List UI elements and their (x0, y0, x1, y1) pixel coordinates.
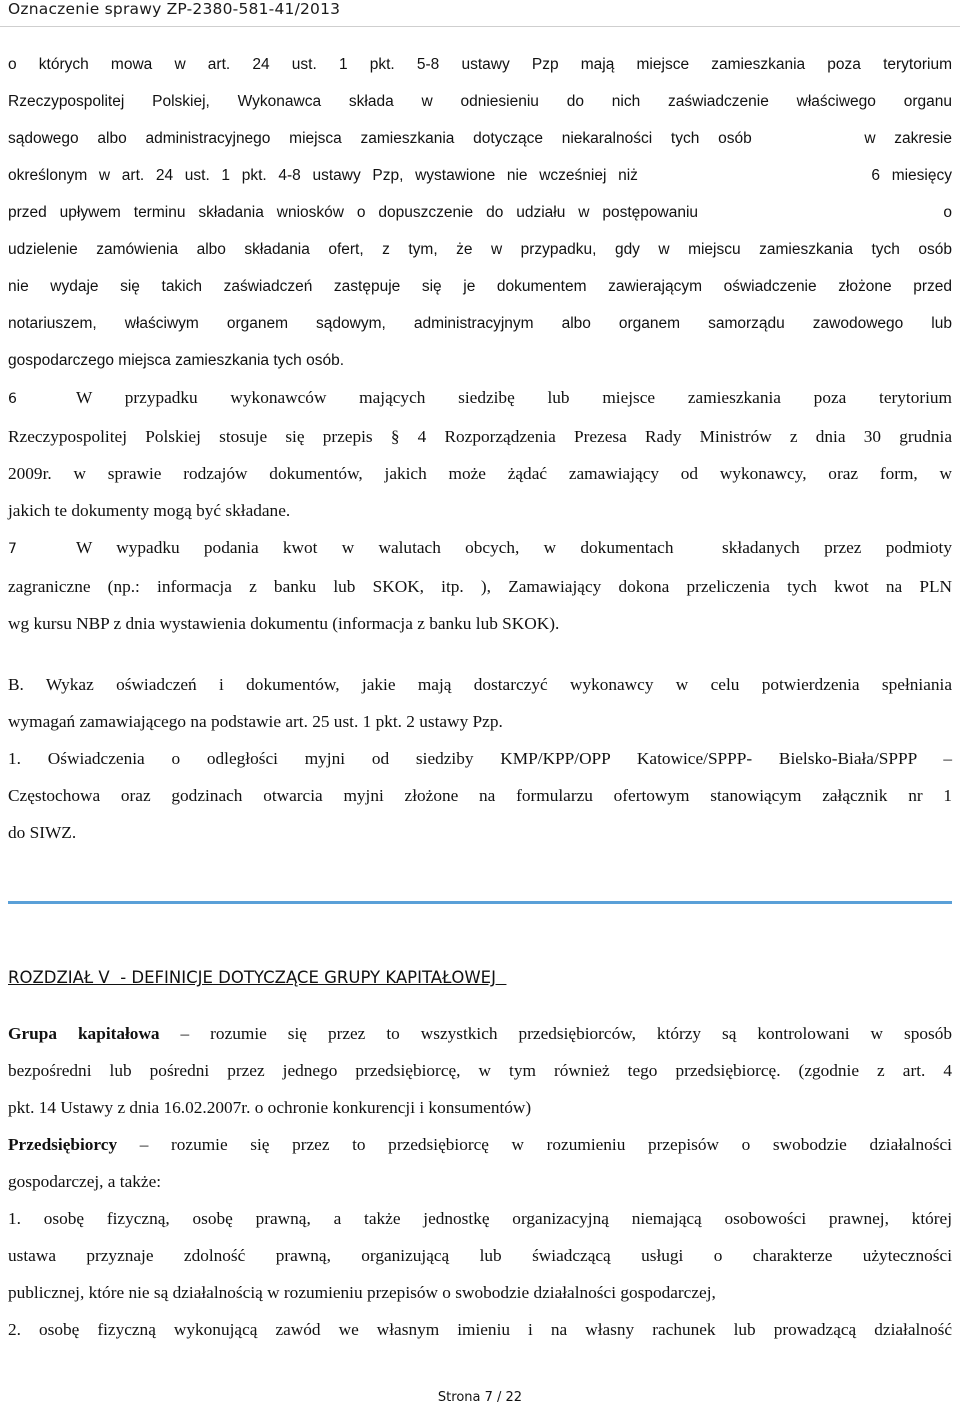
text-line: bezpośredni lub pośredni przez jednego przedsiębiorcę, w tym również tego przedsiębiorcę. (zgodnie z art. 4 (8, 1061, 952, 1080)
text-line: zagraniczne (np.: informacja z banku lub SKOK, itp. ), Zamawiający dokona przeliczenia tych kwot na PLN (8, 577, 952, 596)
text-line: ustawa przyznaje zdolność prawną, organizującą lub świadczącą usługi o charakterze użyteczności (8, 1246, 952, 1265)
text-line: jakich te dokumenty mogą być składane. (8, 501, 291, 520)
text-line: – rozumie się przez to wszystkich przedsiębiorców, którzy są kontrolowani w sposób (159, 1024, 952, 1043)
text-line: Rzeczypospolitej Polskiej stosuje się przepis § 4 Rozporządzenia Prezesa Rady Ministrów z dnia 30 grudnia (8, 427, 952, 446)
section-divider (8, 901, 952, 904)
text-line: – rozumie się przez to przedsiębiorcę w rozumieniu przepisów o swobodzie działalności (117, 1135, 952, 1154)
text-line: określonym w art. 24 ust. 1 pkt. 4-8 ustawy Pzp, wystawione nie wcześniej niż 6 miesięcy (8, 167, 952, 184)
text-line: 2009r. w sprawie rodzajów dokumentów, jakich może żądać zamawiający od wykonawcy, oraz form, w (8, 464, 952, 483)
text-line: wg kursu NBP z dnia wystawienia dokumentu (informacja z banku lub SKOK). (8, 614, 560, 633)
definition-przedsiebiorcy (8, 1126, 952, 1163)
footnote-number: 7 (8, 541, 17, 557)
text-line: W wypadku podania kwot w walutach obcych, w dokumentach składanych przez podmioty (76, 538, 952, 557)
text-line: publicznej, które nie są działalnością w rozumieniu przepisów o swobodzie działalności gospodarczej, (8, 1283, 716, 1302)
chapter-heading: ROZDZIAŁ V - DEFINICJE DOTYCZĄCE GRUPY KAPITAŁOWEJ (8, 968, 507, 987)
page-header-title: Oznaczenie sprawy ZP-2380-581-41/2013 (8, 0, 341, 18)
header-divider (0, 26, 960, 27)
text-line: Rzeczypospolitej Polskiej, Wykonawca składa w odniesieniu do nich zaświadczenie właściwego organu (8, 93, 952, 110)
text-line: Częstochowa oraz godzinach otwarcia myjni złożone na formularzu ofertowym stanowiącym załącznik nr 1 (8, 786, 952, 805)
footnote-number: 6 (8, 391, 17, 407)
text-line: notariuszem, właściwym organem sądowym, administracyjnym albo organem samorządu zawodowego lub (8, 315, 952, 332)
text-line: W przypadku wykonawców mających siedzibę lub miejsce zamieszkania poza terytorium (76, 388, 952, 407)
term: Przedsiębiorcy (8, 1135, 118, 1154)
text-line: sądowego albo administracyjnego miejsca zamieszkania dotyczące niekaralności tych osób w zakresie (8, 130, 952, 147)
text-line: pkt. 14 Ustawy z dnia 16.02.2007r. o ochronie konkurencji i konsumentów) (8, 1098, 532, 1117)
text-line: 1. Oświadczenia o odległości myjni od siedziby KMP/KPP/OPP Katowice/SPPP- Bielsko-Biała/SPPP – (8, 749, 952, 768)
text-line: nie wydaje się takich zaświadczeń zastępuje się je dokumentem zawierającym oświadczenie złożone przed (8, 278, 952, 295)
footnote-6 (8, 379, 952, 418)
text-line: B. Wykaz oświadczeń i dokumentów, jakie mają dostarczyć wykonawcy w celu potwierdzenia spełniania (8, 675, 952, 694)
text-line: do SIWZ. (8, 823, 77, 842)
text-line: 2. osobę fizyczną wykonującą zawód we własnym imieniu i na własny rachunek lub prowadzącą działalność (8, 1320, 952, 1339)
text-line: 1. osobę fizyczną, osobę prawną, a także jednostkę organizacyjną niemającą osobowości prawnej, której (8, 1209, 952, 1228)
text-line: udzielenie zamówienia albo składania ofert, z tym, że w przypadku, gdy w miejscu zamieszkania tych osób (8, 241, 952, 258)
text-line: przed upływem terminu składania wniosków o dopuszczenie do udziału w postępowaniu o (8, 204, 952, 221)
spacer (8, 642, 952, 666)
term: Grupa kapitałowa (8, 1024, 160, 1043)
definition-grupa (8, 1015, 952, 1052)
definitions (8, 1015, 952, 1348)
text-line: gospodarczego miejsca zamieszkania tych osób. (8, 352, 345, 369)
text-line: gospodarczej, a także: (8, 1172, 162, 1191)
text-line: wymagań zamawiającego na podstawie art. 25 ust. 1 pkt. 2 ustawy Pzp. (8, 712, 503, 731)
section-a (8, 46, 952, 851)
text-line: o których mowa w art. 24 ust. 1 pkt. 5-8 ustawy Pzp mają miejsce zamieszkania poza terytorium (8, 56, 952, 73)
footnote-7 (8, 529, 952, 568)
page-footer: Strona 7 / 22 (437, 1390, 523, 1405)
